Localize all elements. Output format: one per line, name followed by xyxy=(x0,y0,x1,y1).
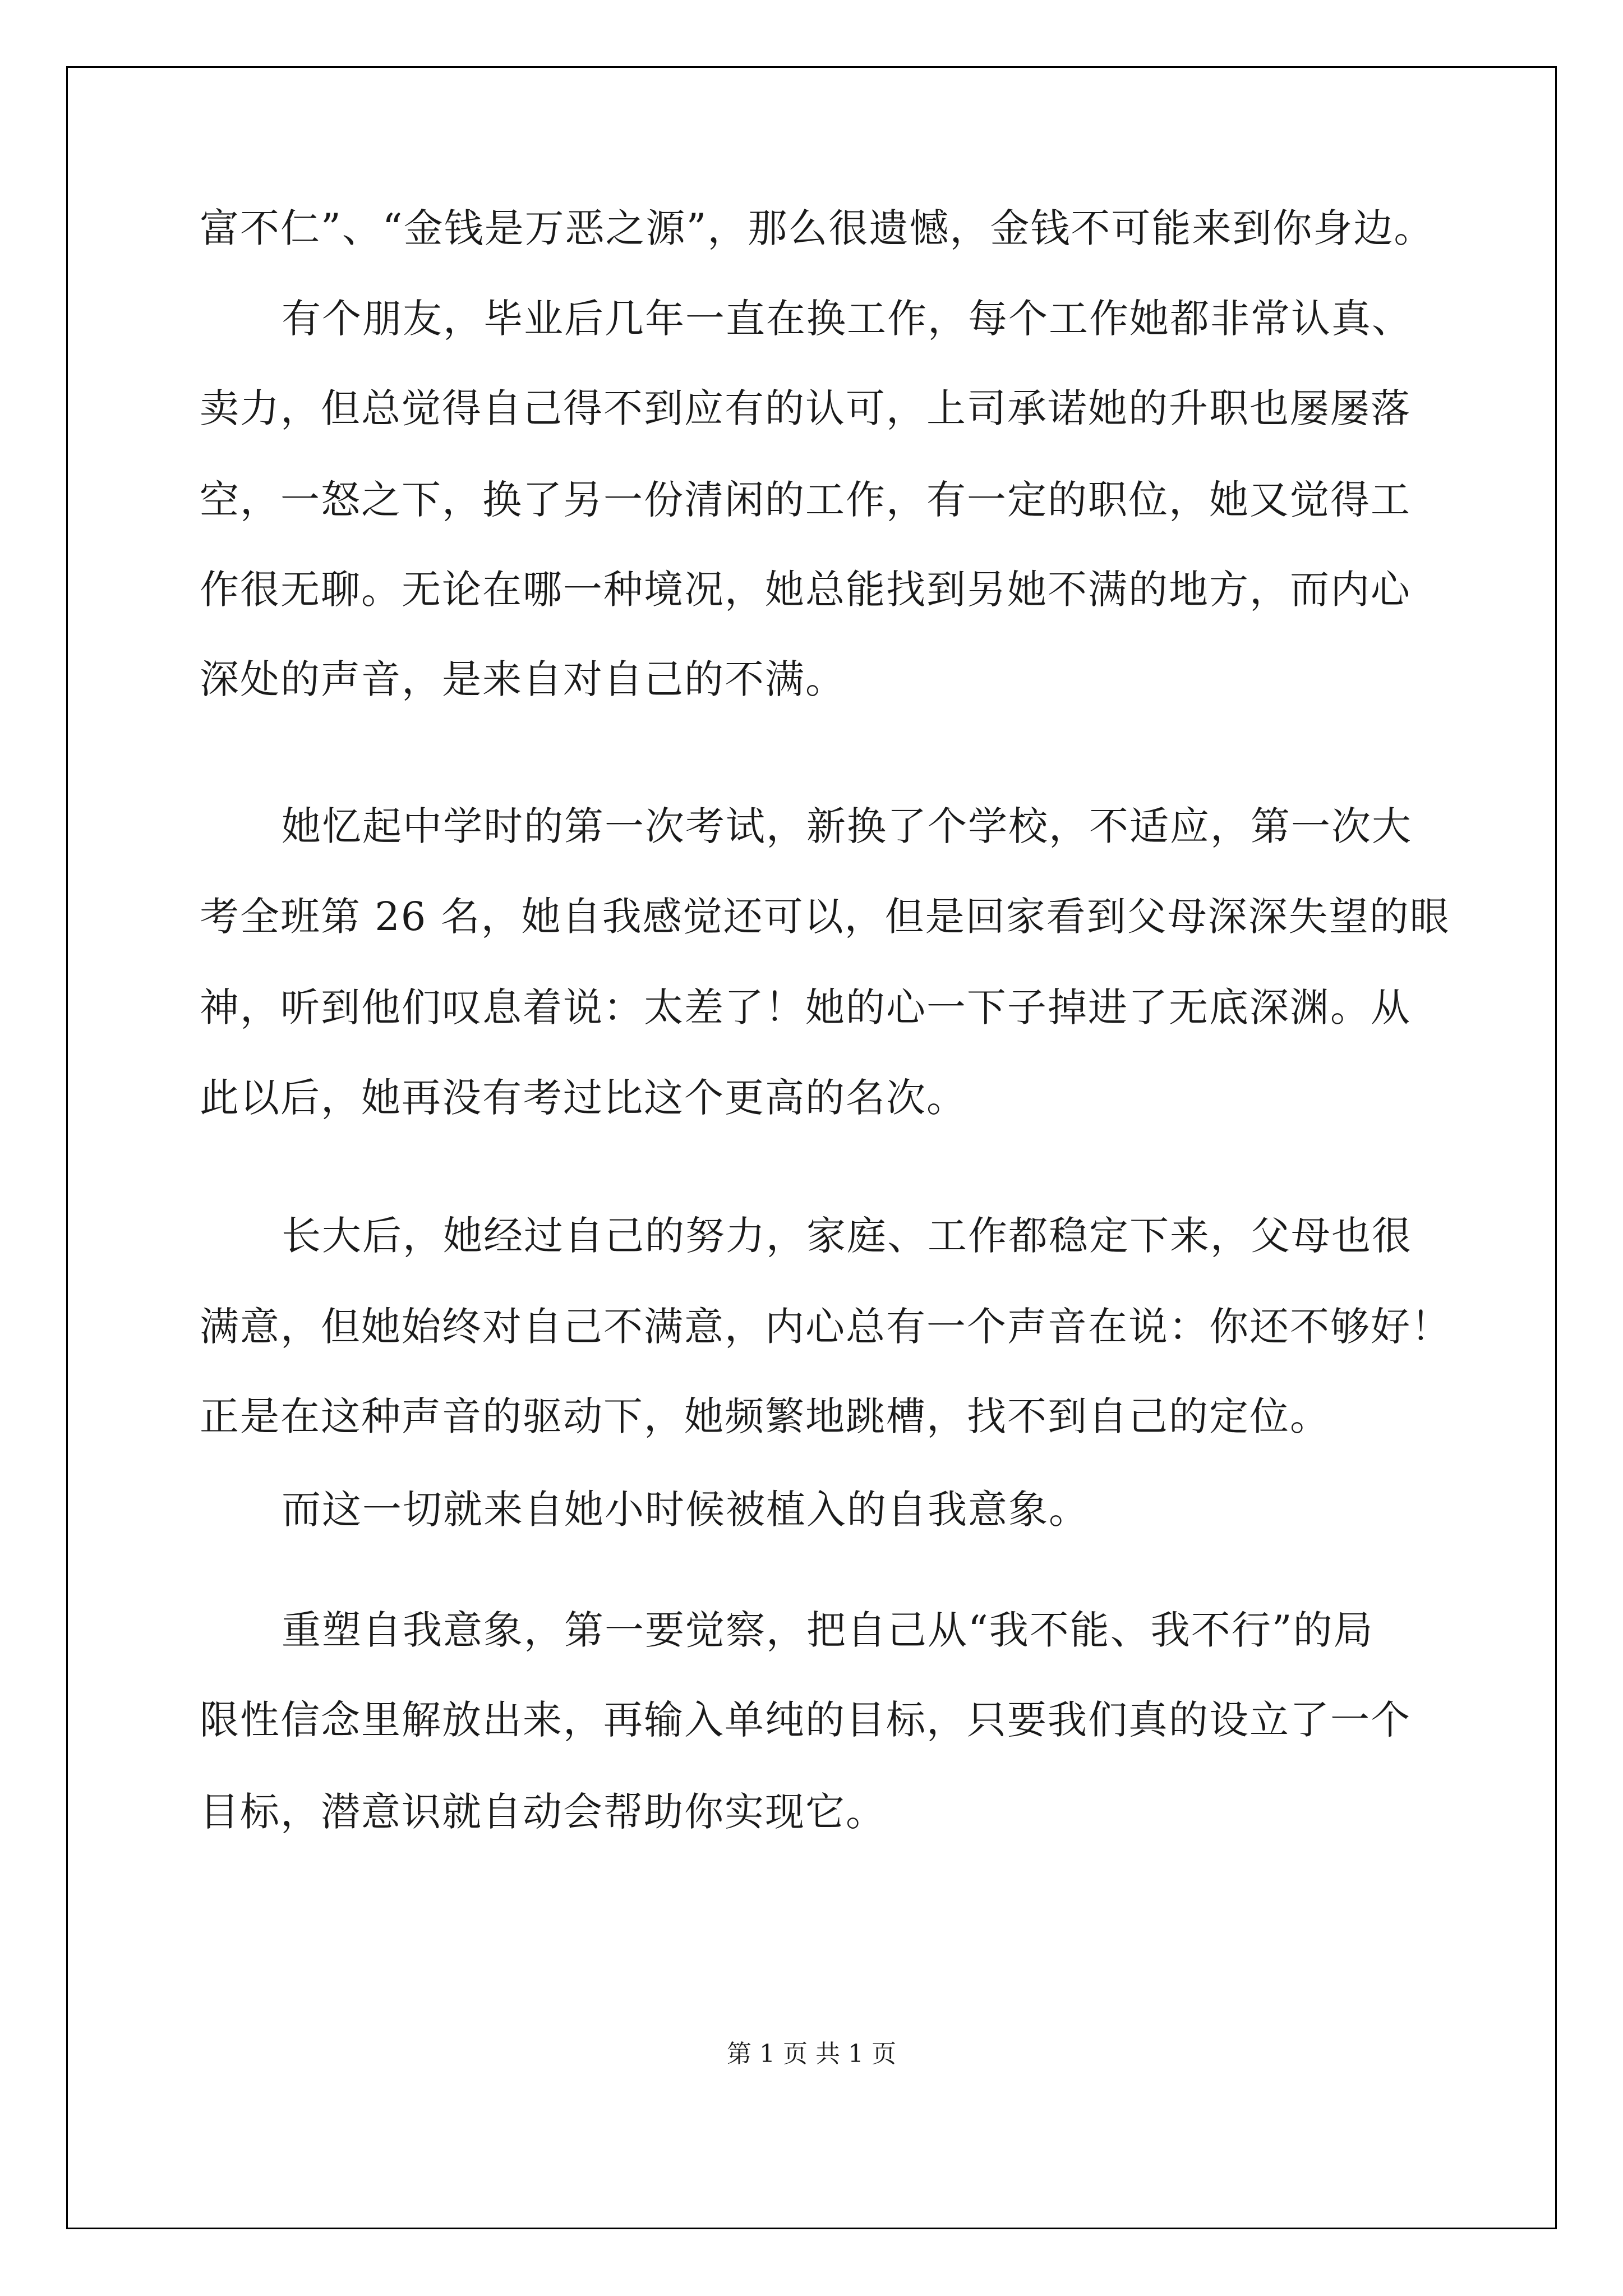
text-line: 神，听到他们叹息着说：太差了！她的心一下子掉进了无底深渊。从 xyxy=(200,984,1411,1030)
text-line: 目标，潜意识就自动会帮助你实现它。 xyxy=(200,1789,886,1835)
text-line: 她忆起中学时的第一次考试，新换了个学校，不适应，第一次大 xyxy=(282,803,1412,849)
text-line: 卖力，但总觉得自己得不到应有的认可，上司承诺她的升职也屡屡落 xyxy=(200,385,1411,431)
text-line: 有个朋友，毕业后几年一直在换工作，每个工作她都非常认真、 xyxy=(282,296,1412,342)
text-line: 作很无聊。无论在哪一种境况，她总能找到另她不满的地方，而内心 xyxy=(200,567,1411,613)
text-line: 此以后，她再没有考过比这个更高的名次。 xyxy=(200,1075,967,1121)
text-line: 满意，但她始终对自己不满意，内心总有一个声音在说：你还不够好！ xyxy=(200,1304,1451,1350)
text-line: 深处的声音，是来自对自己的不满。 xyxy=(200,656,846,702)
text-line: 而这一切就来自她小时候被植入的自我意象。 xyxy=(282,1487,1089,1533)
text-line: 重塑自我意象，第一要觉察，把自己从“我不能、我不行”的局 xyxy=(282,1607,1374,1653)
text-line: 长大后，她经过自己的努力，家庭、工作都稳定下来，父母也很 xyxy=(282,1213,1412,1259)
text-line: 限性信念里解放出来，再输入单纯的目标，只要我们真的设立了一个 xyxy=(200,1697,1411,1743)
page-footer: 第 1 页 共 1 页 xyxy=(727,2040,896,2068)
text-line: 富不仁”、“金钱是万恶之源”，那么很遗憾，金钱不可能来到你身边。 xyxy=(200,205,1435,251)
text-line: 正是在这种声音的驱动下，她频繁地跳槽，找不到自己的定位。 xyxy=(200,1393,1330,1439)
text-line: 考全班第 26 名，她自我感觉还可以，但是回家看到父母深深失望的眼 xyxy=(200,894,1450,940)
text-line: 空，一怒之下，换了另一份清闲的工作，有一定的职位，她又觉得工 xyxy=(200,477,1411,523)
